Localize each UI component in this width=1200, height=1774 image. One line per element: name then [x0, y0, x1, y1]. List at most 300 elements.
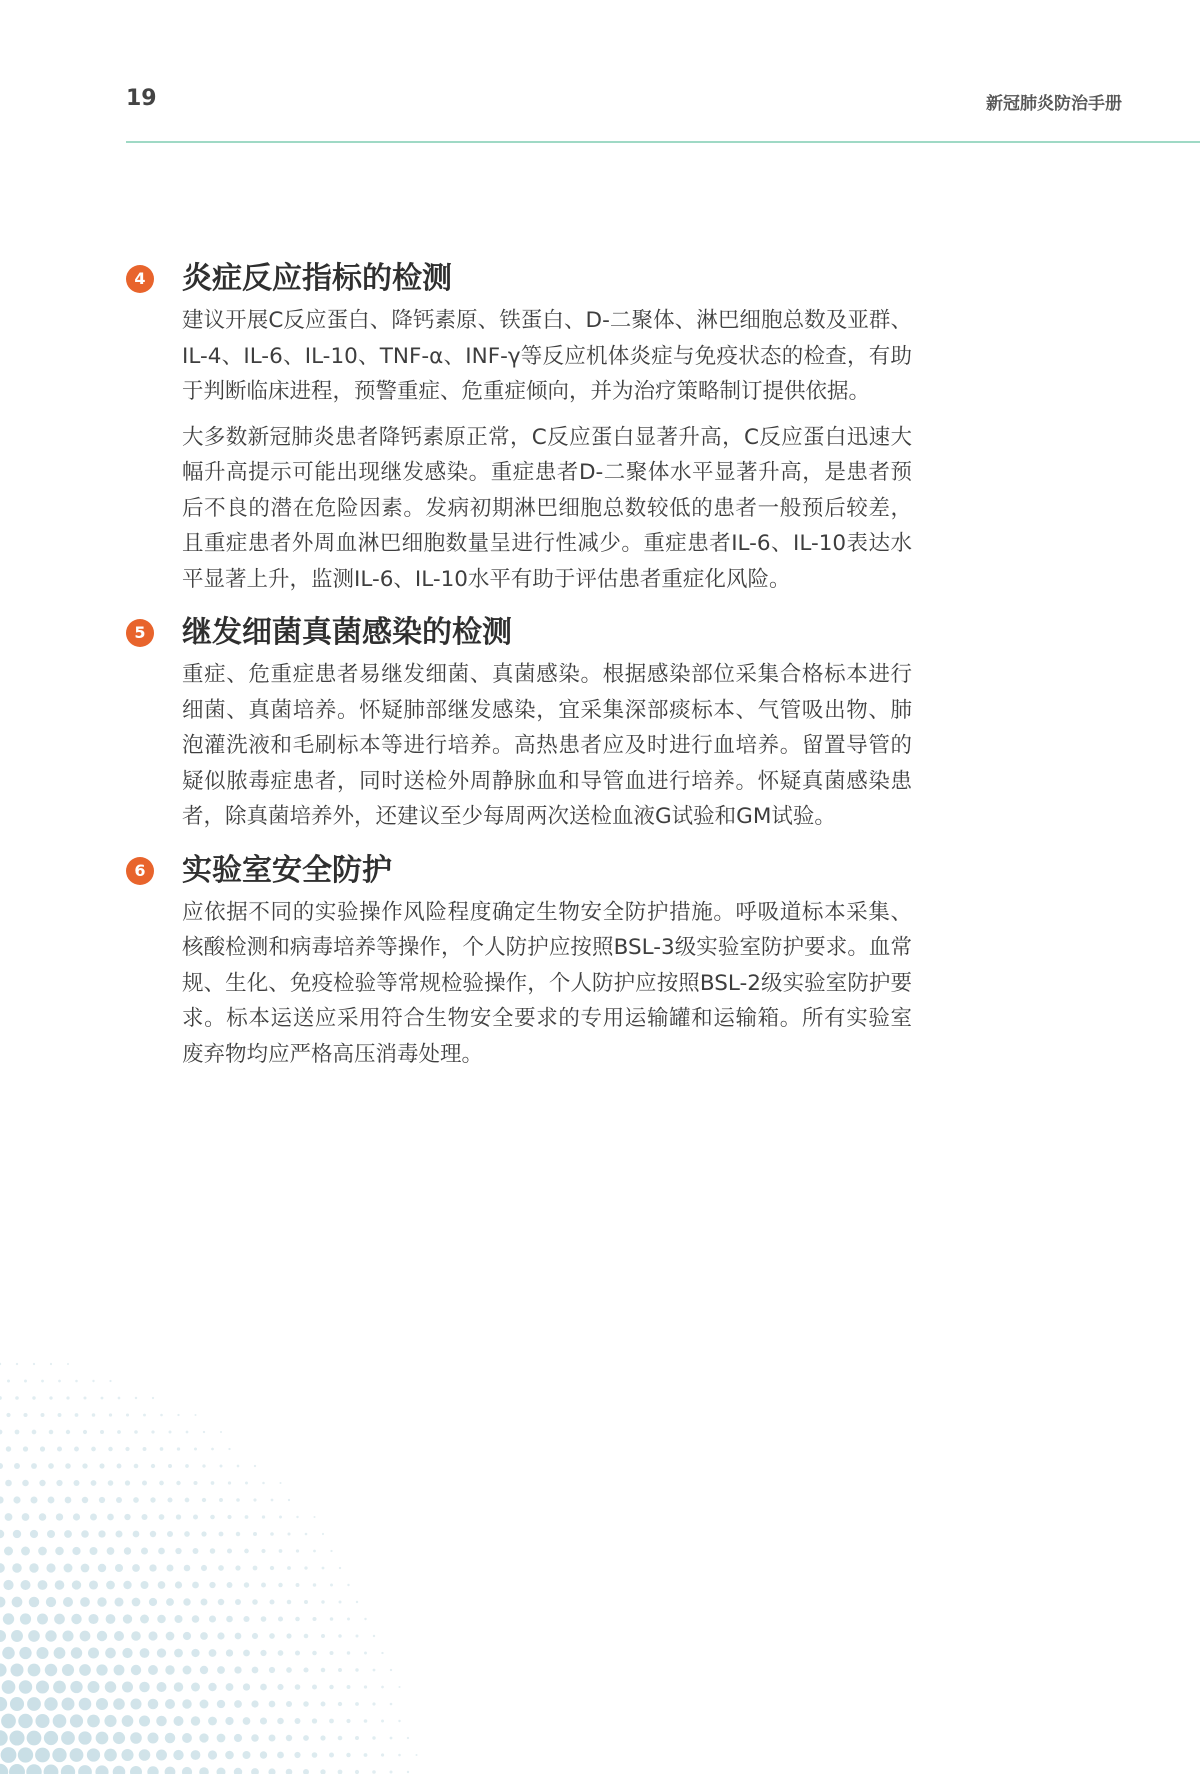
- halftone-dot: [117, 1464, 122, 1469]
- halftone-dot: [347, 1685, 351, 1689]
- halftone-dot: [201, 1531, 206, 1536]
- halftone-dot: [97, 1631, 107, 1641]
- halftone-dot: [39, 1513, 47, 1521]
- halftone-dot: [106, 1614, 116, 1624]
- halftone-dot: [100, 1430, 104, 1434]
- halftone-dot: [252, 1599, 258, 1605]
- halftone-dot: [44, 1731, 58, 1745]
- halftone-dot: [23, 1446, 28, 1451]
- halftone-dot: [82, 1497, 88, 1503]
- halftone-dot: [228, 1448, 230, 1450]
- halftone-dot: [38, 1547, 47, 1556]
- halftone-dot: [364, 1618, 366, 1620]
- halftone-dot: [227, 1515, 231, 1519]
- halftone-dot: [165, 1767, 176, 1774]
- halftone-dot: [89, 1580, 98, 1589]
- halftone-dot: [20, 1613, 31, 1624]
- halftone-dot: [168, 1464, 172, 1468]
- halftone-dot: [398, 1720, 400, 1722]
- halftone-dot: [270, 1566, 274, 1570]
- halftone-dot: [5, 1513, 13, 1521]
- halftone-dot: [72, 1547, 80, 1555]
- halftone-dot: [98, 1564, 106, 1572]
- halftone-dot: [0, 1430, 2, 1435]
- halftone-dot: [101, 1397, 104, 1400]
- halftone-dot: [243, 1751, 251, 1759]
- halftone-dot: [209, 1615, 216, 1622]
- halftone-dot: [53, 1714, 67, 1728]
- halftone-dot: [296, 1549, 299, 1552]
- halftone-dot: [174, 1716, 184, 1726]
- halftone-dot: [108, 1480, 114, 1486]
- halftone-dot: [208, 1683, 216, 1691]
- halftone-dot: [55, 1580, 65, 1590]
- halftone-dot: [269, 1633, 275, 1639]
- halftone-dot: [277, 1752, 284, 1759]
- halftone-dot: [158, 1581, 166, 1589]
- halftone-dot: [140, 1615, 149, 1624]
- halftone-dot: [208, 1717, 217, 1726]
- halftone-dot: [355, 1668, 358, 1671]
- halftone-dot: [245, 1515, 249, 1519]
- halftone-dot: [304, 1566, 307, 1569]
- halftone-dot: [91, 1447, 96, 1452]
- halftone-dot: [147, 1766, 158, 1774]
- halftone-dot: [13, 1530, 21, 1538]
- halftone-dot: [200, 1700, 209, 1709]
- halftone-dot: [1, 1747, 17, 1763]
- halftone-dot: [176, 1481, 180, 1485]
- halftone-dot: [355, 1702, 359, 1706]
- halftone-dot: [191, 1683, 200, 1692]
- halftone-dot: [58, 1380, 61, 1383]
- halftone-dot: [67, 1363, 69, 1365]
- halftone-dot: [122, 1682, 133, 1693]
- halftone-dot: [81, 1564, 90, 1573]
- halftone-dot: [191, 1750, 201, 1760]
- halftone-dot: [121, 1749, 133, 1761]
- halftone-dot: [261, 1616, 267, 1622]
- halftone-dot: [35, 1748, 50, 1763]
- halftone-dot: [174, 1682, 183, 1691]
- halftone-dot: [123, 1614, 132, 1623]
- halftone-dot: [149, 1564, 156, 1571]
- halftone-dot: [260, 1650, 266, 1656]
- halftone-dot: [303, 1701, 309, 1707]
- halftone-dot: [150, 1531, 156, 1537]
- section-inflammation-markers: [126, 255, 916, 597]
- halftone-dot: [83, 1396, 86, 1399]
- halftone-dot: [175, 1581, 182, 1588]
- halftone-dot: [95, 1765, 108, 1774]
- halftone-dot: [70, 1714, 83, 1727]
- halftone-dot: [44, 1765, 59, 1774]
- section-number-badge: 6: [126, 857, 154, 885]
- halftone-dot: [0, 1363, 1, 1365]
- halftone-dot: [122, 1715, 134, 1727]
- halftone-dot: [40, 1446, 45, 1451]
- halftone-dot: [130, 1766, 142, 1774]
- halftone-dot: [192, 1582, 199, 1589]
- halftone-dot: [92, 1413, 96, 1417]
- halftone-dot: [3, 1613, 14, 1624]
- halftone-dot: [109, 1413, 112, 1416]
- halftone-dot: [62, 1664, 74, 1676]
- halftone-dot: [74, 1447, 79, 1452]
- halftone-dot: [177, 1447, 180, 1450]
- halftone-dot: [193, 1515, 198, 1520]
- halftone-dot: [234, 1768, 242, 1774]
- section-heading: [126, 847, 916, 895]
- halftone-dot: [39, 1480, 45, 1486]
- halftone-dot: [286, 1735, 292, 1741]
- halftone-dot: [152, 1397, 154, 1399]
- halftone-dot: [3, 1580, 13, 1590]
- halftone-dot: [89, 1547, 97, 1555]
- halftone-dot: [75, 1380, 78, 1383]
- halftone-dot: [312, 1752, 318, 1758]
- halftone-dot: [104, 1715, 116, 1727]
- halftone-dot: [381, 1753, 384, 1756]
- halftone-dot: [78, 1731, 91, 1744]
- halftone-dot: [356, 1601, 358, 1603]
- halftone-dot: [304, 1600, 308, 1604]
- halftone-dot: [66, 1430, 70, 1434]
- halftone-dot: [81, 1530, 89, 1538]
- halftone-dot: [149, 1598, 157, 1606]
- halftone-dot: [4, 1547, 13, 1556]
- halftone-dot: [278, 1583, 282, 1587]
- halftone-dot: [225, 1751, 234, 1760]
- halftone-dot: [16, 1363, 18, 1365]
- halftone-dot: [82, 1463, 87, 1468]
- halftone-dot: [174, 1649, 183, 1658]
- halftone-dot: [166, 1598, 174, 1606]
- halftone-dot: [339, 1601, 342, 1604]
- halftone-dot: [338, 1736, 343, 1741]
- halftone-dot: [252, 1633, 258, 1639]
- halftone-dot: [303, 1769, 309, 1774]
- halftone-dot: [167, 1497, 172, 1502]
- halftone-dot: [28, 1630, 40, 1642]
- halftone-dot: [165, 1733, 175, 1743]
- halftone-dot: [338, 1770, 343, 1774]
- halftone-dot: [124, 1547, 131, 1554]
- section-lab-safety: [126, 847, 916, 1073]
- halftone-dot: [62, 1630, 73, 1641]
- halftone-dot: [237, 1465, 240, 1468]
- halftone-dot: [199, 1733, 208, 1742]
- halftone-dot: [202, 1498, 206, 1502]
- halftone-dot: [390, 1771, 393, 1774]
- halftone-dot: [167, 1565, 174, 1572]
- halftone-dot: [2, 1680, 16, 1694]
- halftone-dot: [20, 1580, 30, 1590]
- halftone-dot: [169, 1431, 172, 1434]
- halftone-dot: [295, 1617, 300, 1622]
- halftone-dot: [116, 1497, 122, 1503]
- halftone-dot: [18, 1714, 32, 1728]
- halftone-dot: [288, 1499, 290, 1501]
- halftone-dot: [313, 1583, 316, 1586]
- halftone-dot: [356, 1635, 359, 1638]
- halftone-dot: [0, 1663, 7, 1676]
- halftone-dot: [211, 1481, 215, 1485]
- halftone-dot: [269, 1735, 276, 1742]
- halftone-dot: [182, 1733, 192, 1743]
- halftone-dot: [30, 1496, 37, 1503]
- halftone-dot: [177, 1414, 179, 1416]
- halftone-dot: [159, 1514, 165, 1520]
- halftone-dot: [142, 1480, 147, 1485]
- section-title: 继发细菌真菌感染的检测: [182, 615, 512, 650]
- halftone-dot: [218, 1565, 224, 1571]
- halftone-dot: [75, 1413, 79, 1417]
- halftone-dot: [185, 1464, 189, 1468]
- halftone-dot: [338, 1668, 342, 1672]
- halftone-dot: [122, 1648, 132, 1658]
- halftone-dot: [61, 1731, 75, 1745]
- halftone-dot: [183, 1598, 190, 1605]
- halftone-dot: [364, 1652, 367, 1655]
- paragraph: 应依据不同的实验操作风险程度确定生物安全防护措施。呼吸道标本采集、核酸检测和病毒培养等操作，个人防护应按照BSL-3级实验室防护要求。血常规、生化、免疫检验等常规检验操作，个人防护应按照BSL-2级实验室防护要求。标本运送应采用符合生物安全要求的专用运输罐和运输箱。所有实验室废弃物均应严格高压消毒处理。: [182, 899, 912, 1067]
- halftone-dot: [47, 1530, 55, 1538]
- halftone-dot: [0, 1597, 5, 1608]
- halftone-dot: [99, 1497, 105, 1503]
- halftone-dot: [66, 1396, 69, 1399]
- halftone-dot: [243, 1650, 250, 1657]
- halftone-dot: [21, 1547, 30, 1556]
- halftone-dot: [278, 1616, 283, 1621]
- section-secondary-infection: [126, 609, 916, 835]
- halftone-dot: [130, 1698, 141, 1709]
- halftone-dot: [286, 1769, 293, 1774]
- halftone-dot: [251, 1734, 259, 1742]
- halftone-dot: [218, 1599, 225, 1606]
- halftone-dot: [303, 1667, 308, 1672]
- halftone-dot: [114, 1665, 125, 1676]
- halftone-dot: [45, 1664, 57, 1676]
- halftone-dot: [97, 1597, 106, 1606]
- halftone-dot: [201, 1599, 208, 1606]
- halftone-dot: [15, 1396, 19, 1400]
- halftone-dot: [24, 1380, 27, 1383]
- page-header: [0, 0, 1200, 145]
- halftone-dot-decoration: [0, 1330, 440, 1774]
- halftone-dot: [186, 1431, 189, 1434]
- halftone-dot: [12, 1597, 23, 1608]
- halftone-dot: [31, 1463, 37, 1469]
- halftone-dot: [0, 1730, 8, 1745]
- halftone-dot: [339, 1567, 341, 1569]
- halftone-dot: [114, 1597, 123, 1606]
- halftone-dot: [219, 1498, 223, 1502]
- halftone-dot: [381, 1652, 383, 1654]
- halftone-dot: [33, 1363, 35, 1365]
- halftone-dot: [113, 1766, 126, 1774]
- halftone-dot: [73, 1513, 80, 1520]
- halftone-dot: [243, 1683, 250, 1690]
- halftone-dot: [220, 1431, 222, 1433]
- halftone-dot: [322, 1567, 325, 1570]
- halftone-dot: [46, 1597, 56, 1607]
- halftone-dot: [13, 1496, 20, 1503]
- halftone-dot: [61, 1765, 75, 1774]
- halftone-dot: [286, 1701, 292, 1707]
- halftone-dot: [113, 1732, 125, 1744]
- halftone-dot: [304, 1634, 309, 1639]
- halftone-dot: [5, 1480, 12, 1487]
- halftone-dot: [270, 1532, 274, 1536]
- halftone-dot: [381, 1686, 384, 1689]
- halftone-dot: [372, 1770, 376, 1774]
- halftone-dot: [27, 1731, 42, 1746]
- halftone-dot: [260, 1751, 267, 1758]
- halftone-dot: [286, 1667, 292, 1673]
- halftone-dot: [228, 1481, 231, 1484]
- halftone-dot: [9, 1764, 25, 1774]
- halftone-dot: [202, 1464, 205, 1467]
- halftone-dot: [79, 1664, 91, 1676]
- halftone-dot: [320, 1735, 325, 1740]
- halftone-dot: [131, 1631, 141, 1641]
- halftone-dot: [176, 1514, 181, 1519]
- halftone-dot: [183, 1632, 191, 1640]
- halftone-dot: [139, 1715, 150, 1726]
- halftone-dot: [330, 1550, 332, 1552]
- halftone-dot: [355, 1770, 359, 1774]
- halftone-dot: [372, 1702, 375, 1705]
- halftone-dot: [174, 1615, 182, 1623]
- halftone-dot: [78, 1765, 92, 1774]
- halftone-dot: [244, 1582, 249, 1587]
- halftone-dot: [287, 1532, 290, 1535]
- halftone-dot: [217, 1666, 225, 1674]
- halftone-dot: [271, 1499, 274, 1502]
- halftone-dot: [364, 1753, 368, 1757]
- halftone-dot: [243, 1616, 249, 1622]
- halftone-dot: [0, 1463, 3, 1469]
- halftone-dot: [321, 1634, 325, 1638]
- halftone-dot: [321, 1702, 326, 1707]
- halftone-dot: [148, 1631, 157, 1640]
- halftone-dot: [407, 1771, 409, 1773]
- halftone-dot: [338, 1634, 342, 1638]
- halftone-dot: [2, 1647, 15, 1660]
- halftone-dot: [115, 1530, 122, 1537]
- halftone-dot: [390, 1737, 393, 1740]
- halftone-dot: [277, 1718, 284, 1725]
- halftone-dot: [45, 1630, 56, 1641]
- halftone-dot: [209, 1649, 217, 1657]
- halftone-dot: [314, 1516, 316, 1518]
- halftone-dot: [184, 1565, 191, 1572]
- halftone-dot: [30, 1530, 38, 1538]
- halftone-dot: [140, 1648, 150, 1658]
- halftone-dot: [217, 1632, 224, 1639]
- halftone-dot: [279, 1549, 283, 1553]
- halftone-dot: [55, 1547, 64, 1556]
- halftone-dot: [165, 1699, 175, 1709]
- halftone-dot: [22, 1513, 30, 1521]
- halftone-dot: [18, 1747, 33, 1762]
- halftone-dot: [57, 1446, 62, 1451]
- halftone-dot: [261, 1583, 266, 1588]
- halftone-dot: [98, 1530, 105, 1537]
- halftone-dot: [126, 1413, 129, 1416]
- halftone-dot: [160, 1447, 164, 1451]
- halftone-dot: [124, 1514, 130, 1520]
- halftone-dot: [295, 1650, 300, 1655]
- halftone-dot: [0, 1496, 4, 1503]
- halftone-dot: [0, 1630, 6, 1642]
- halftone-dot: [88, 1681, 100, 1693]
- halftone-dot: [87, 1715, 100, 1728]
- halftone-dot: [416, 1754, 418, 1756]
- halftone-dot: [193, 1481, 197, 1485]
- halftone-dot: [99, 1463, 104, 1468]
- halftone-dot: [269, 1667, 275, 1673]
- halftone-dot: [260, 1684, 267, 1691]
- page-number: 19: [126, 86, 157, 111]
- halftone-dot: [287, 1600, 292, 1605]
- halftone-dot: [27, 1697, 41, 1711]
- halftone-dot: [35, 1714, 49, 1728]
- halftone-dot: [65, 1497, 72, 1504]
- halftone-dot: [338, 1702, 342, 1706]
- halftone-dot: [88, 1647, 99, 1658]
- halftone-dot: [0, 1764, 8, 1774]
- halftone-dot: [183, 1666, 192, 1675]
- paragraph: 大多数新冠肺炎患者降钙素原正常，C反应蛋白显著升高，C反应蛋白迅速大幅升高提示可能出现继发感染。重症患者D-二聚体水平显著升高，是患者预后不良的潜在危险因素。发病初期淋巴细胞总数较低的患者一般预后较差，且重症患者外周血淋巴细胞数量呈进行性减少。重症患者IL-6、IL-10表达水平显著上升，监测IL-6、IL-10水平有助于评估患者重症化风险。: [182, 424, 912, 592]
- halftone-dot: [151, 1430, 154, 1433]
- halftone-dot: [184, 1531, 190, 1537]
- halftone-dot: [235, 1565, 240, 1570]
- halftone-dot: [234, 1700, 242, 1708]
- halftone-dot: [49, 1430, 54, 1435]
- halftone-dot: [114, 1631, 124, 1641]
- halftone-dot: [321, 1600, 324, 1603]
- halftone-dot: [54, 1614, 65, 1625]
- halftone-dot: [80, 1597, 90, 1607]
- section-heading: [126, 255, 916, 303]
- halftone-dot: [166, 1632, 175, 1641]
- halftone-dot: [217, 1734, 226, 1743]
- halftone-dot: [329, 1719, 334, 1724]
- halftone-dot: [390, 1703, 393, 1706]
- halftone-dot: [56, 1513, 63, 1520]
- halftone-dot: [134, 1430, 138, 1434]
- halftone-dot: [54, 1647, 66, 1659]
- halftone-dot: [156, 1750, 167, 1761]
- halftone-dot: [0, 1530, 4, 1538]
- halftone-dot: [200, 1666, 208, 1674]
- halftone-dot: [29, 1563, 38, 1572]
- halftone-dot: [11, 1630, 23, 1642]
- halftone-dot: [312, 1718, 317, 1723]
- halftone-dot: [105, 1648, 116, 1659]
- halftone-dot: [23, 1413, 27, 1417]
- halftone-dot: [140, 1581, 148, 1589]
- halftone-dot: [182, 1699, 191, 1708]
- halftone-dot: [252, 1667, 259, 1674]
- halftone-dot: [70, 1748, 84, 1762]
- halftone-dot: [236, 1498, 240, 1502]
- halftone-dot: [269, 1599, 274, 1604]
- halftone-dot: [296, 1583, 300, 1587]
- halftone-dot: [346, 1719, 350, 1723]
- halftone-dot: [217, 1768, 226, 1774]
